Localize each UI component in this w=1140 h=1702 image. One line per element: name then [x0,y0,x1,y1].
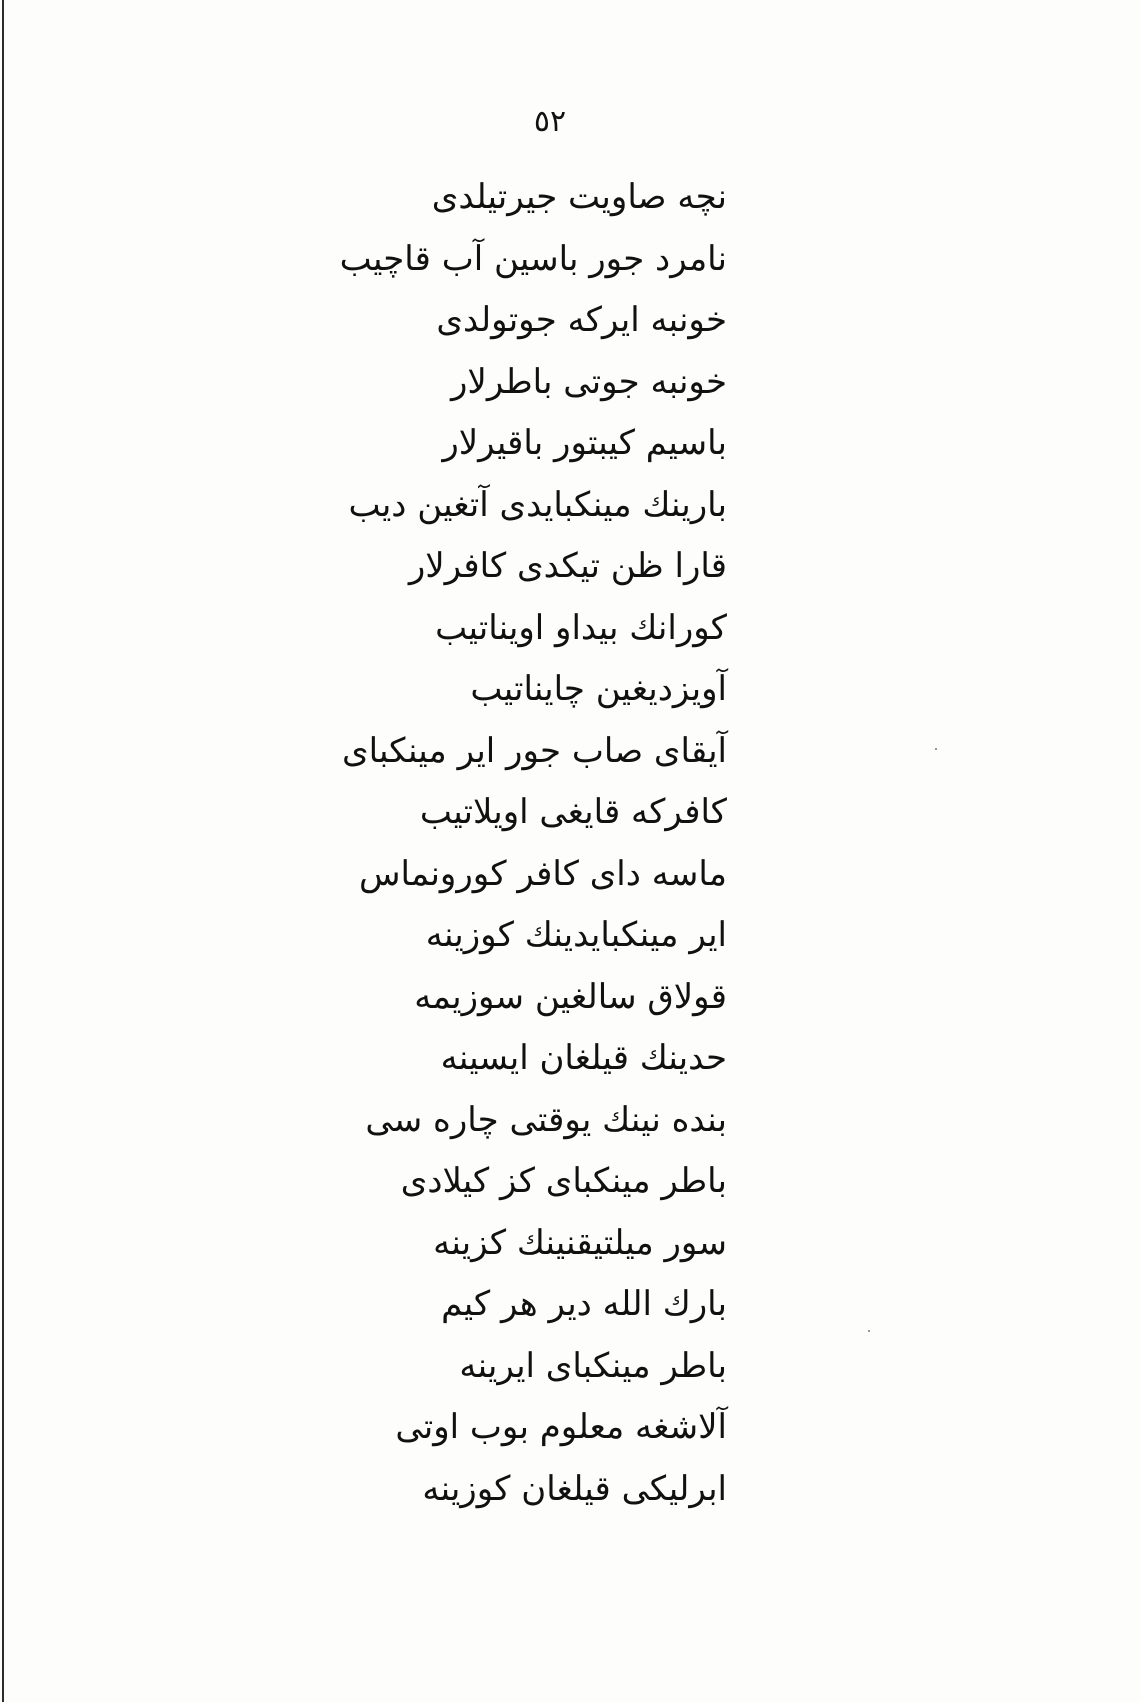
poem-line: آلاشغه معلوم بوب اوتی [395,1407,727,1447]
poem-line: نچه صاویت جیرتیلدی [431,177,727,217]
poem-line: قولاق سالغین سوزیمه [414,976,727,1017]
poem-line: نامرد جور باسین آب قاچیب [339,238,727,279]
poem-line: ماسه دای کافر کورونماس [358,853,727,894]
poem-line: بارك الله دیر هر کیم [441,1284,727,1324]
poem-line: بارینك مینكبایدی آتغین دیب [348,484,727,525]
poem-line: باسیم کیبتور باقیرلار [442,423,727,463]
poem-line: بنده نینك یوقتی چاره سی [365,1099,727,1140]
poem-line: ایر مینكبایدینك کوزینه [425,915,727,955]
poem-line: سور میلتیقنینك کزینه [433,1222,727,1263]
poem-line: کافرکه قایغی اویلاتیب [419,792,727,832]
poem-line: قارا ظن تیکدی کافرلار [408,546,727,586]
poem-line: ابرلیکی قیلغان کوزینه [422,1468,727,1509]
page-left-edge [2,0,4,1702]
poem-line: باطر مینكبای کز کیلادی [400,1161,727,1201]
poem-line: آیقای صاب جور ایر مینكبای [342,730,727,771]
poem-line: خونبه جوتی باطرلار [451,361,727,402]
poem-line: کورانك بیداو اویناتیب [435,607,727,648]
scan-speck [868,1330,870,1332]
poem-line: باطر مینكبای ایرینه [459,1345,727,1386]
poem-line: حدینك قیلغان ایسینه [440,1038,727,1078]
poem-line: آویزدیغین چایناتیب [470,669,727,709]
scan-speck [935,748,937,750]
poem-text [207,167,727,1520]
poem-line: خونبه ایرکه جوتولدی [436,300,727,340]
page-number: ٥٢ [533,104,567,139]
